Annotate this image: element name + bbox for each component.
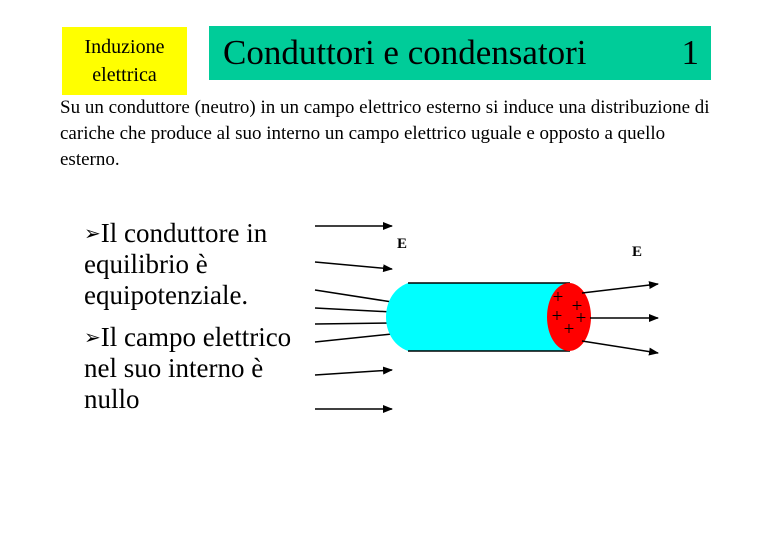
field-arrow-in-3 (315, 290, 392, 302)
field-label-left: E (397, 236, 408, 252)
field-arrow-out-3 (582, 341, 658, 353)
field-arrow-out-1 (582, 284, 658, 293)
field-arrow-in-2 (315, 262, 392, 269)
field-arrow-in-6 (315, 334, 392, 342)
topic-tag-line-1: Induzione (84, 36, 165, 58)
plus-charge-2: + (571, 296, 583, 317)
topic-tag-line-2: elettrica (92, 64, 157, 86)
arrow-bullet-icon: ➢ (84, 221, 101, 245)
arrow-bullet-icon: ➢ (84, 325, 101, 349)
slide-number: 1 (681, 33, 699, 72)
slide-title: Conduttori e condensatori (223, 33, 587, 72)
field-arrow-in-5 (315, 323, 392, 324)
field-arrow-in-7 (315, 370, 392, 375)
outgoing-field-lines (582, 284, 658, 353)
conductor-body (386, 283, 570, 351)
field-arrow-in-4 (315, 308, 392, 312)
plus-charge-1: + (552, 287, 564, 308)
bullet-text-equipotential: Il conduttore in equilibrio è equipotenziale. (84, 218, 268, 310)
plus-charge-5: + (563, 319, 575, 340)
intro-paragraph: Su un conduttore (neutro) in un campo elettrico esterno si induce una distribuzione di cariche che produce al suo interno un campo elettrico uguale e opposto a quello esterno. (60, 97, 710, 170)
field-label-right: E (632, 244, 643, 260)
bullet-text-null-field: Il campo elettrico nel suo interno è nullo (84, 322, 292, 414)
plus-charge-3: + (551, 306, 563, 327)
incoming-field-lines (315, 226, 392, 409)
plus-charge-4: + (575, 308, 587, 329)
